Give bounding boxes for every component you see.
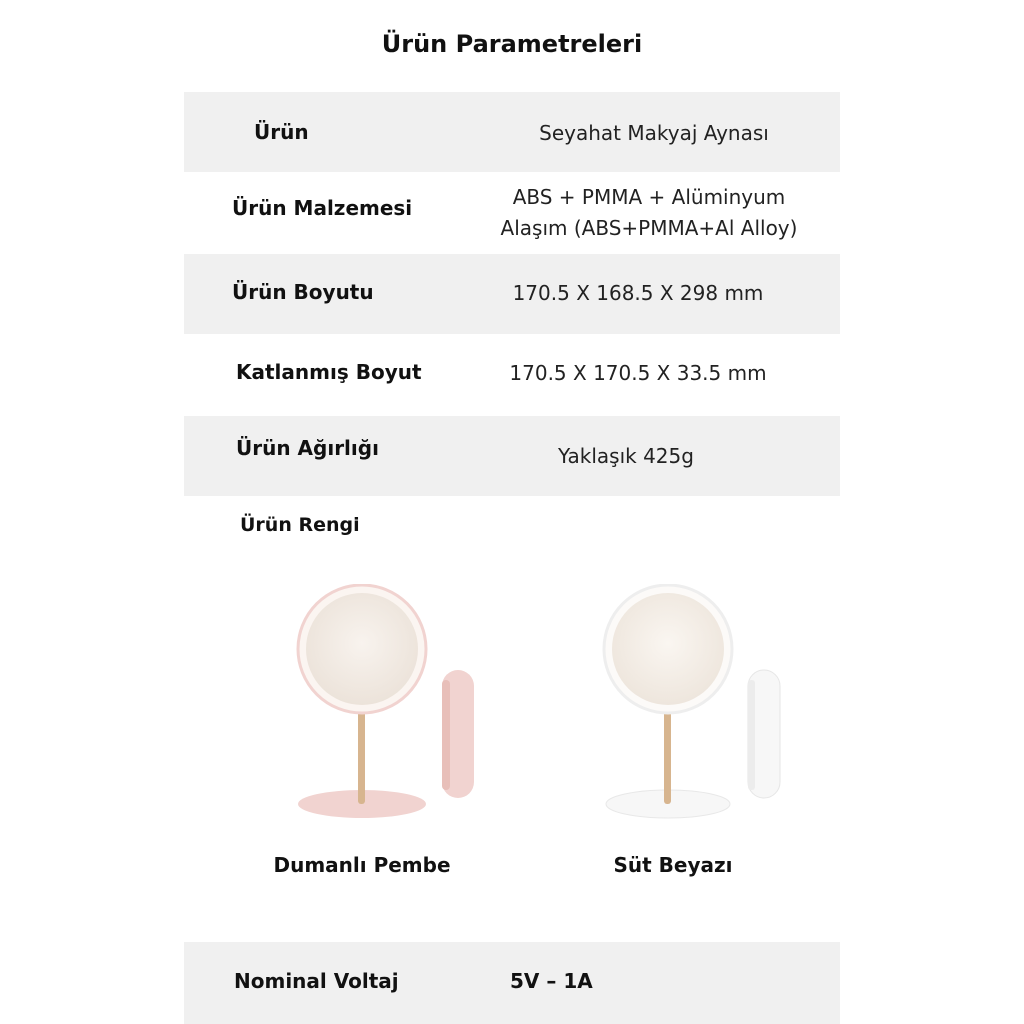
- spec-value: Seyahat Makyaj Aynası: [539, 121, 769, 145]
- spec-row-size: [184, 254, 840, 334]
- color-section-title: Ürün Rengi: [240, 514, 360, 536]
- spec-label: Ürün Malzemesi: [232, 196, 413, 220]
- spec-value: Yaklaşık 425g: [558, 444, 694, 468]
- mirror-image-pink: [296, 584, 486, 820]
- spec-label: Nominal Voltaj: [234, 969, 399, 993]
- spec-row-voltage: [184, 942, 840, 1024]
- spec-label: Ürün Ağırlığı: [236, 436, 379, 460]
- spec-value-line: ABS + PMMA + Alüminyum: [512, 185, 786, 209]
- spec-value: 170.5 X 168.5 X 298 mm: [512, 281, 764, 305]
- spec-row-folded-size: [184, 334, 840, 414]
- spec-row-weight: [184, 416, 840, 496]
- spec-label: Katlanmış Boyut: [236, 360, 422, 384]
- spec-value: 170.5 X 170.5 X 33.5 mm: [509, 361, 767, 385]
- color-option-label: Süt Beyazı: [613, 853, 733, 877]
- spec-value: 5V – 1A: [510, 969, 593, 993]
- spec-row-product: [184, 92, 840, 172]
- spec-value-line: Alaşım (ABS+PMMA+Al Alloy): [500, 216, 798, 240]
- spec-label: Ürün Boyutu: [232, 280, 374, 304]
- mirror-image-white: [598, 584, 798, 820]
- color-option-label: Dumanlı Pembe: [273, 853, 451, 877]
- spec-label: Ürün: [254, 120, 309, 144]
- spec-row-material: [184, 172, 840, 252]
- page-title: Ürün Parametreleri: [381, 30, 643, 58]
- spec-value: [474, 182, 824, 244]
